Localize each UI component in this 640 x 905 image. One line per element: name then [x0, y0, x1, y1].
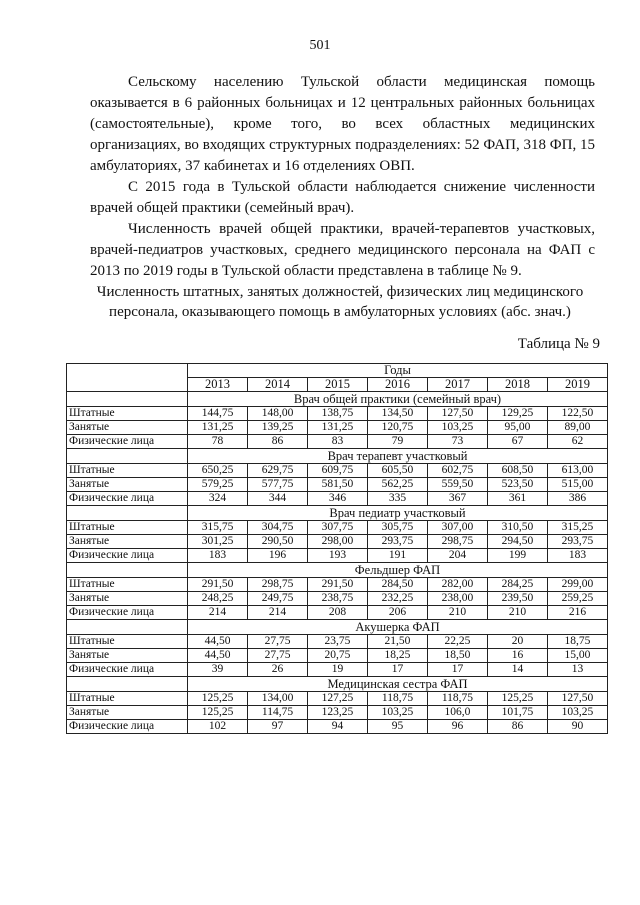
- table-cell: 298,00: [308, 535, 368, 549]
- table-row: [67, 578, 608, 592]
- table-cell: 193: [308, 549, 368, 563]
- section-header-row: [67, 563, 608, 578]
- year-cell: 2019: [547, 378, 607, 392]
- table-cell: 23,75: [308, 635, 368, 649]
- row-label: Штатные: [67, 464, 188, 478]
- table-row: [67, 478, 608, 492]
- table-cell: 20: [487, 635, 547, 649]
- table-cell: 148,00: [248, 407, 308, 421]
- table-cell: 44,50: [188, 649, 248, 663]
- table-header-row: [67, 364, 608, 378]
- table-cell: 579,25: [188, 478, 248, 492]
- table-cell: 210: [487, 606, 547, 620]
- table-cell: 523,50: [487, 478, 547, 492]
- table-cell: 139,25: [248, 421, 308, 435]
- table-cell: 95,00: [487, 421, 547, 435]
- table-cell: 191: [367, 549, 427, 563]
- table-cell: 125,25: [188, 706, 248, 720]
- table-cell: 19: [308, 663, 368, 677]
- table-cell: 134,50: [367, 407, 427, 421]
- year-cell: 2016: [367, 378, 427, 392]
- table-row: [67, 649, 608, 663]
- section-blank-cell: [67, 563, 188, 578]
- table-cell: 208: [308, 606, 368, 620]
- table-cell: 62: [547, 435, 607, 449]
- table-cell: 216: [547, 606, 607, 620]
- table-cell: 138,75: [308, 407, 368, 421]
- table-cell: 346: [308, 492, 368, 506]
- section-title: Врач терапевт участковый: [188, 449, 608, 464]
- table-row: [67, 706, 608, 720]
- table-cell: 17: [427, 663, 487, 677]
- table-cell: 361: [487, 492, 547, 506]
- table-cell: 95: [367, 720, 427, 734]
- table-cell: 282,00: [427, 578, 487, 592]
- table-cell: 307,75: [308, 521, 368, 535]
- table-cell: 196: [248, 549, 308, 563]
- table-row: [67, 592, 608, 606]
- year-cell: 2015: [308, 378, 368, 392]
- table-cell: 125,25: [487, 692, 547, 706]
- paragraph-gp-decline: С 2015 года в Тульской области наблюдается снижение численности врачей общей практики (семейный врач).: [90, 179, 595, 216]
- table-cell: 291,50: [308, 578, 368, 592]
- row-label: Занятые: [67, 706, 188, 720]
- table-cell: 602,75: [427, 464, 487, 478]
- table-row: [67, 421, 608, 435]
- row-label: Физические лица: [67, 492, 188, 506]
- table-cell: 83: [308, 435, 368, 449]
- section-blank-cell: [67, 677, 188, 692]
- row-label: Физические лица: [67, 663, 188, 677]
- table-cell: 21,50: [367, 635, 427, 649]
- table-cell: 18,25: [367, 649, 427, 663]
- table-cell: 131,25: [188, 421, 248, 435]
- section-header-row: [67, 620, 608, 635]
- row-label: Физические лица: [67, 606, 188, 620]
- section-header-row: [67, 506, 608, 521]
- table-cell: 214: [188, 606, 248, 620]
- table-cell: 78: [188, 435, 248, 449]
- table-cell: 144,75: [188, 407, 248, 421]
- row-label: Занятые: [67, 421, 188, 435]
- table-row: [67, 435, 608, 449]
- header-corner-cell: [67, 364, 188, 392]
- table-cell: 90: [547, 720, 607, 734]
- table-cell: 101,75: [487, 706, 547, 720]
- table-cell: 259,25: [547, 592, 607, 606]
- table-cell: 310,50: [487, 521, 547, 535]
- section-header-row: [67, 392, 608, 407]
- row-label: Штатные: [67, 692, 188, 706]
- section-title: Врач педиатр участковый: [188, 506, 608, 521]
- table-cell: 315,25: [547, 521, 607, 535]
- section-blank-cell: [67, 620, 188, 635]
- table-cell: 386: [547, 492, 607, 506]
- table-row: [67, 492, 608, 506]
- table-row: [67, 549, 608, 563]
- table-cell: 515,00: [547, 478, 607, 492]
- table-cell: 299,00: [547, 578, 607, 592]
- year-cell: 2013: [188, 378, 248, 392]
- table-cell: 16: [487, 649, 547, 663]
- table-cell: 239,50: [487, 592, 547, 606]
- table-row: [67, 663, 608, 677]
- table-cell: 131,25: [308, 421, 368, 435]
- staffing-table: [66, 363, 608, 734]
- table-cell: 127,50: [547, 692, 607, 706]
- table-cell: 608,50: [487, 464, 547, 478]
- table-cell: 123,25: [308, 706, 368, 720]
- table-cell: 232,25: [367, 592, 427, 606]
- table-row: [67, 635, 608, 649]
- row-label: Физические лица: [67, 435, 188, 449]
- years-header: Годы: [188, 364, 608, 378]
- table-cell: 315,75: [188, 521, 248, 535]
- table-cell: 103,25: [427, 421, 487, 435]
- section-title: Акушерка ФАП: [188, 620, 608, 635]
- table-cell: 562,25: [367, 478, 427, 492]
- section-blank-cell: [67, 392, 188, 407]
- section-header-row: [67, 677, 608, 692]
- table-cell: 210: [427, 606, 487, 620]
- table-cell: 79: [367, 435, 427, 449]
- table-cell: 14: [487, 663, 547, 677]
- table-cell: 293,75: [367, 535, 427, 549]
- table-cell: 206: [367, 606, 427, 620]
- table-cell: 102: [188, 720, 248, 734]
- section-title: Медицинская сестра ФАП: [188, 677, 608, 692]
- section-title: Врач общей практики (семейный врач): [188, 392, 608, 407]
- table-cell: 367: [427, 492, 487, 506]
- table-row: [67, 407, 608, 421]
- table-row: [67, 535, 608, 549]
- table-cell: 114,75: [248, 706, 308, 720]
- table-row: [67, 464, 608, 478]
- table-cell: 26: [248, 663, 308, 677]
- table-cell: 559,50: [427, 478, 487, 492]
- table-cell: 103,25: [547, 706, 607, 720]
- table-cell: 118,75: [427, 692, 487, 706]
- table-cell: 94: [308, 720, 368, 734]
- table-cell: 249,75: [248, 592, 308, 606]
- table-cell: 13: [547, 663, 607, 677]
- table-cell: 335: [367, 492, 427, 506]
- table-cell: 304,75: [248, 521, 308, 535]
- table-row: [67, 720, 608, 734]
- table-cell: 73: [427, 435, 487, 449]
- table-cell: 293,75: [547, 535, 607, 549]
- table-cell: 305,75: [367, 521, 427, 535]
- year-cell: 2017: [427, 378, 487, 392]
- table-cell: 248,25: [188, 592, 248, 606]
- row-label: Штатные: [67, 578, 188, 592]
- table-cell: 106,0: [427, 706, 487, 720]
- table-cell: 629,75: [248, 464, 308, 478]
- table-row: [67, 521, 608, 535]
- row-label: Штатные: [67, 407, 188, 421]
- table-cell: 307,00: [427, 521, 487, 535]
- row-label: Физические лица: [67, 720, 188, 734]
- year-cell: 2018: [487, 378, 547, 392]
- table-cell: 27,75: [248, 649, 308, 663]
- table-cell: 238,75: [308, 592, 368, 606]
- table-cell: 581,50: [308, 478, 368, 492]
- table-cell: 294,50: [487, 535, 547, 549]
- table-cell: 27,75: [248, 635, 308, 649]
- table-cell: 86: [487, 720, 547, 734]
- table-cell: 44,50: [188, 635, 248, 649]
- row-label: Штатные: [67, 521, 188, 535]
- table-label: Таблица № 9: [517, 336, 600, 352]
- row-label: Занятые: [67, 535, 188, 549]
- row-label: Физические лица: [67, 549, 188, 563]
- table-cell: 125,25: [188, 692, 248, 706]
- table-cell: 284,25: [487, 578, 547, 592]
- table-cell: 39: [188, 663, 248, 677]
- table-cell: 650,25: [188, 464, 248, 478]
- table-cell: 97: [248, 720, 308, 734]
- table-row: [67, 606, 608, 620]
- table-cell: 344: [248, 492, 308, 506]
- table-cell: 120,75: [367, 421, 427, 435]
- year-cell: 2014: [248, 378, 308, 392]
- table-cell: 238,00: [427, 592, 487, 606]
- table-cell: 298,75: [248, 578, 308, 592]
- row-label: Занятые: [67, 478, 188, 492]
- table-cell: 67: [487, 435, 547, 449]
- table-cell: 15,00: [547, 649, 607, 663]
- table-cell: 86: [248, 435, 308, 449]
- table-cell: 96: [427, 720, 487, 734]
- table-caption: Численность штатных, занятых должностей, физических лиц медицинского персонала, оказывающего помощь в амбулаторных условиях (абс. знач.): [96, 284, 584, 320]
- table-cell: 577,75: [248, 478, 308, 492]
- table-cell: 22,25: [427, 635, 487, 649]
- table-cell: 118,75: [367, 692, 427, 706]
- section-title: Фельдшер ФАП: [188, 563, 608, 578]
- table-cell: 613,00: [547, 464, 607, 478]
- table-cell: 301,25: [188, 535, 248, 549]
- row-label: Штатные: [67, 635, 188, 649]
- table-cell: 127,25: [308, 692, 368, 706]
- table-cell: 18,50: [427, 649, 487, 663]
- table-cell: 204: [427, 549, 487, 563]
- paragraph-rural-care: Сельскому населению Тульской области медицинская помощь оказывается в 6 районных больницах и 12 центральных районных больницах (самостоятельные), кроме того, во всех областных медицинских организациях, во входящих структурных подразделениях: 52 ФАП, 318 ФП, 15 амбулаториях, 37 кабинетах и 16 отделениях ОВП.: [90, 74, 595, 174]
- row-label: Занятые: [67, 592, 188, 606]
- row-label: Занятые: [67, 649, 188, 663]
- table-cell: 89,00: [547, 421, 607, 435]
- table-cell: 291,50: [188, 578, 248, 592]
- section-blank-cell: [67, 449, 188, 464]
- paragraph-table-intro: Численность врачей общей практики, врачей-терапевтов участковых, врачей-педиатров участковых, среднего медицинского персонала на ФАП с 2013 по 2019 годы в Тульской области представлена в таблице № 9.: [90, 221, 595, 279]
- table-cell: 17: [367, 663, 427, 677]
- table-row: [67, 692, 608, 706]
- table-cell: 605,50: [367, 464, 427, 478]
- section-header-row: [67, 449, 608, 464]
- table-cell: 324: [188, 492, 248, 506]
- table-cell: 290,50: [248, 535, 308, 549]
- page-number: 501: [309, 38, 331, 53]
- table-cell: 284,50: [367, 578, 427, 592]
- table-cell: 122,50: [547, 407, 607, 421]
- section-blank-cell: [67, 506, 188, 521]
- table-cell: 20,75: [308, 649, 368, 663]
- table-cell: 298,75: [427, 535, 487, 549]
- table-cell: 183: [188, 549, 248, 563]
- table-cell: 103,25: [367, 706, 427, 720]
- table-cell: 127,50: [427, 407, 487, 421]
- table-cell: 199: [487, 549, 547, 563]
- table-cell: 129,25: [487, 407, 547, 421]
- table-cell: 18,75: [547, 635, 607, 649]
- table-cell: 214: [248, 606, 308, 620]
- table-cell: 134,00: [248, 692, 308, 706]
- table-cell: 609,75: [308, 464, 368, 478]
- table-cell: 183: [547, 549, 607, 563]
